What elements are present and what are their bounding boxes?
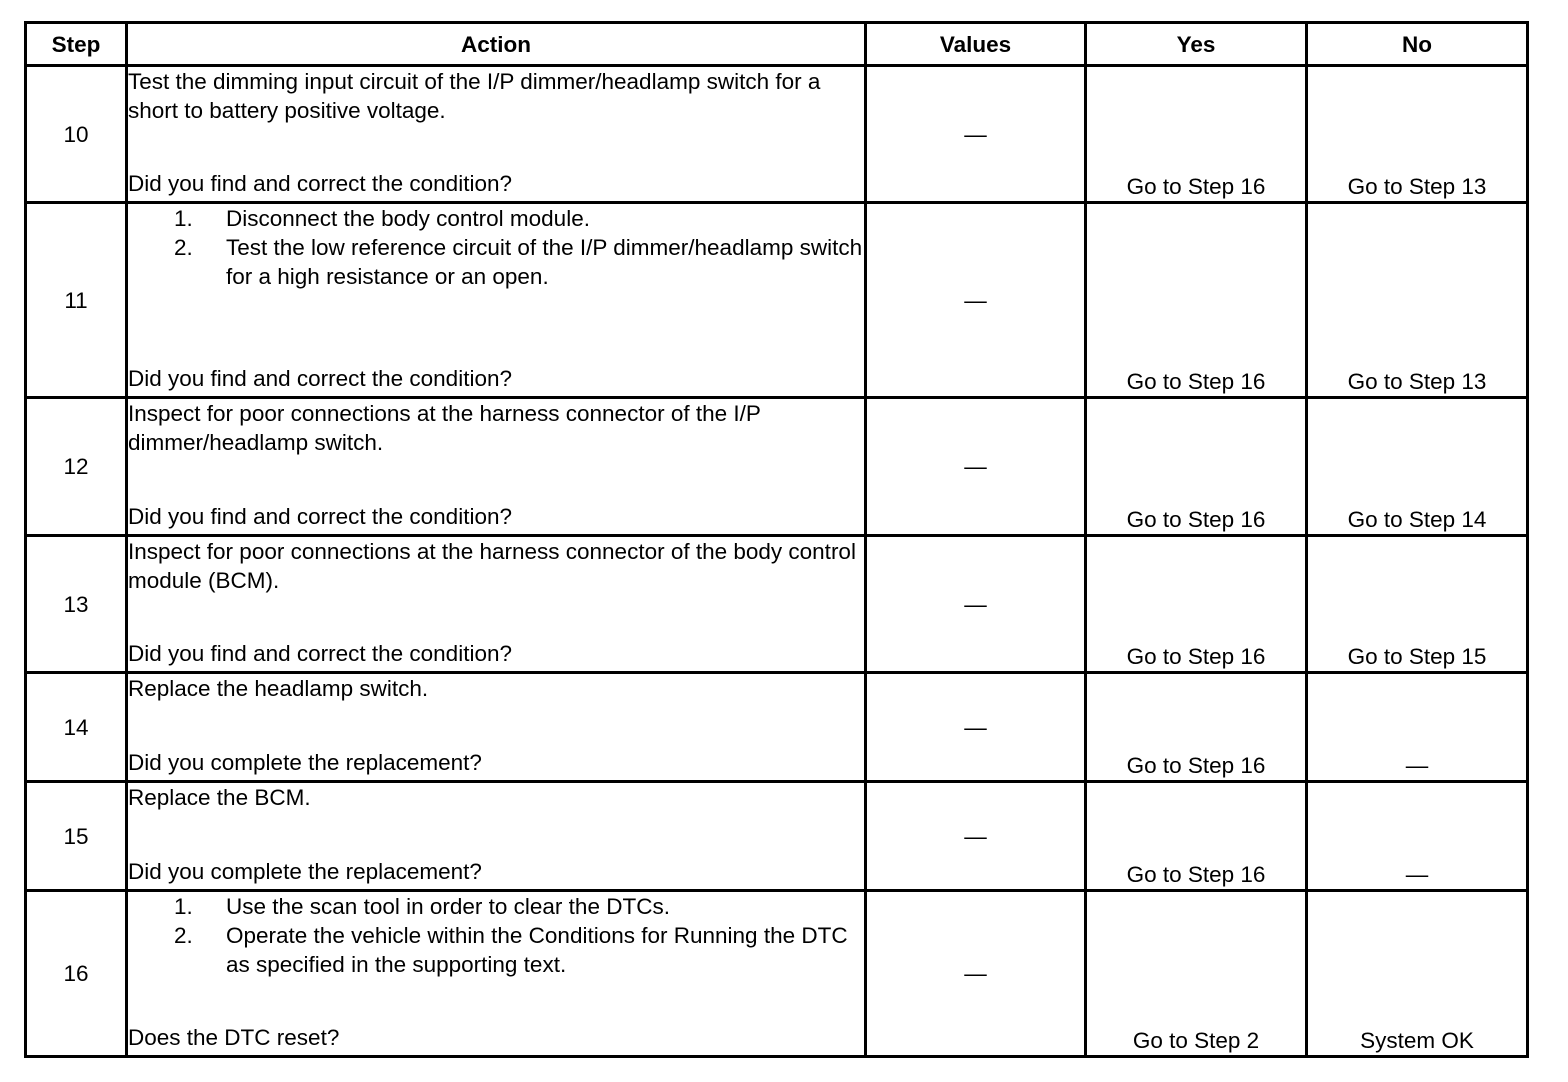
header-action: Action: [127, 23, 866, 66]
table-row: [26, 782, 1528, 891]
yes-cell: Go to Step 16: [1086, 203, 1307, 398]
action-question: Did you find and correct the condition?: [128, 171, 512, 196]
action-text: Inspect for poor connections at the harness connector of the I/P dimmer/headlamp switch.: [128, 401, 761, 455]
yes-cell: Go to Step 16: [1086, 673, 1307, 782]
no-cell: Go to Step 15: [1307, 536, 1528, 673]
action-step: [128, 204, 864, 233]
action-cell: [127, 203, 866, 398]
action-step: [128, 892, 864, 921]
table-row: [26, 398, 1528, 536]
action-text: Inspect for poor connections at the harness connector of the body control module (BCM).: [128, 539, 856, 593]
action-question: Did you find and correct the condition?: [128, 641, 512, 666]
step-number: 11: [26, 203, 127, 398]
header-values: Values: [866, 23, 1086, 66]
no-cell: System OK: [1307, 891, 1528, 1057]
table-row: [26, 66, 1528, 203]
action-step-text: Use the scan tool in order to clear the DTCs.: [226, 894, 670, 919]
values-cell: —: [866, 398, 1086, 536]
action-cell: [127, 536, 866, 673]
action-steps-list: [128, 204, 864, 291]
table-row: [26, 203, 1528, 398]
header-no: No: [1307, 23, 1528, 66]
header-row: [26, 23, 1528, 66]
yes-cell: Go to Step 16: [1086, 398, 1307, 536]
action-cell: [127, 398, 866, 536]
action-question: Did you complete the replacement?: [128, 750, 482, 775]
table-row: [26, 673, 1528, 782]
yes-cell: Go to Step 16: [1086, 536, 1307, 673]
action-text: Test the dimming input circuit of the I/P dimmer/headlamp switch for a short to battery positive voltage.: [128, 69, 821, 123]
values-cell: —: [866, 203, 1086, 398]
yes-cell: Go to Step 16: [1086, 66, 1307, 203]
no-cell: Go to Step 14: [1307, 398, 1528, 536]
action-text: Replace the headlamp switch.: [128, 676, 429, 701]
action-step: [128, 233, 864, 291]
action-step-text: Test the low reference circuit of the I/P dimmer/headlamp switch for a high resistance or an open.: [226, 235, 863, 289]
action-step-text: Operate the vehicle within the Conditions for Running the DTC as specified in the supporting text.: [226, 923, 848, 977]
action-steps-list: [128, 892, 864, 979]
values-cell: —: [866, 891, 1086, 1057]
action-cell: [127, 782, 866, 891]
action-step-text: Disconnect the body control module.: [226, 206, 590, 231]
yes-cell: Go to Step 16: [1086, 782, 1307, 891]
values-cell: —: [866, 66, 1086, 203]
action-step: [128, 921, 864, 979]
values-cell: —: [866, 673, 1086, 782]
values-cell: —: [866, 782, 1086, 891]
action-text: Replace the BCM.: [128, 785, 311, 810]
step-number: 10: [26, 66, 127, 203]
header-yes: Yes: [1086, 23, 1307, 66]
yes-cell: Go to Step 2: [1086, 891, 1307, 1057]
no-cell: Go to Step 13: [1307, 203, 1528, 398]
diagnostic-table: [24, 21, 1529, 1058]
header-step: Step: [26, 23, 127, 66]
action-cell: [127, 673, 866, 782]
action-question: Did you find and correct the condition?: [128, 366, 512, 391]
action-step-number: 2.: [174, 923, 193, 948]
action-question: Did you find and correct the condition?: [128, 504, 512, 529]
step-number: 15: [26, 782, 127, 891]
table-row: [26, 536, 1528, 673]
action-question: Did you complete the replacement?: [128, 859, 482, 884]
no-cell: Go to Step 13: [1307, 66, 1528, 203]
action-cell: [127, 891, 866, 1057]
table-body: [26, 66, 1528, 1057]
no-cell: —: [1307, 782, 1528, 891]
action-step-number: 1.: [174, 894, 193, 919]
table-row: [26, 891, 1528, 1057]
step-number: 13: [26, 536, 127, 673]
values-cell: —: [866, 536, 1086, 673]
step-number: 16: [26, 891, 127, 1057]
action-cell: [127, 66, 866, 203]
step-number: 14: [26, 673, 127, 782]
action-step-number: 2.: [174, 235, 193, 260]
step-number: 12: [26, 398, 127, 536]
action-step-number: 1.: [174, 206, 193, 231]
action-question: Does the DTC reset?: [128, 1025, 340, 1050]
no-cell: —: [1307, 673, 1528, 782]
